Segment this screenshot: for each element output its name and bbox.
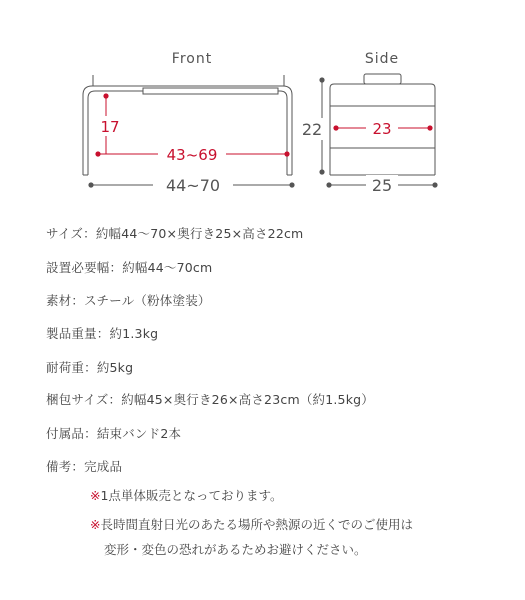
side-height-label: 22 (301, 120, 323, 139)
spec-label: サイズ： (46, 226, 96, 241)
side-height-dimension (298, 77, 328, 174)
spec-row-weight (46, 324, 158, 342)
front-outer-width-dimension (88, 175, 294, 195)
spec-row-required-width (46, 258, 212, 276)
note-mark: ※ (90, 517, 101, 532)
spec-row-package-size (46, 390, 374, 408)
spec-value: 約1.3kg (109, 326, 159, 341)
spec-row-accessories (46, 424, 181, 442)
side-view-title: Side (364, 51, 400, 67)
side-outer-depth-dimension (326, 175, 437, 195)
front-height-dimension (96, 93, 120, 154)
spec-label: 製品重量： (46, 326, 110, 341)
side-inner-depth-dimension (333, 118, 432, 138)
note-text: 長時間直射日光のあたる場所や熱源の近くでのご使用は (100, 517, 413, 532)
spec-value: 完成品 (84, 459, 123, 474)
note-single-unit (90, 486, 282, 504)
spec-label: 耐荷重： (46, 360, 97, 375)
spec-value: 約幅44～70cm (122, 260, 213, 275)
side-outer-depth-label: 25 (371, 176, 393, 195)
spec-label: 付属品： (46, 426, 97, 441)
front-view-title: Front (171, 51, 213, 67)
front-inner-width-label: 43~69 (166, 146, 218, 164)
spec-row-size (46, 224, 303, 242)
note-text: 1点単体販売となっております。 (100, 488, 283, 503)
dimension-diagram (0, 0, 525, 200)
spec-row-remarks (46, 457, 122, 475)
spec-value: 約幅45×奥行き26×高さ23cm（約1.5kg） (121, 392, 374, 407)
side-inner-depth-label: 23 (372, 120, 392, 138)
note-mark: ※ (90, 488, 101, 503)
spec-label: 備考： (46, 459, 85, 474)
note-text: 変形・変色の恐れがあるためお避けください。 (104, 542, 367, 557)
note-sunlight-warning (90, 515, 413, 533)
spec-label: 梱包サイズ： (46, 392, 122, 407)
spec-label: 素材： (46, 293, 85, 308)
front-height-label: 17 (100, 118, 120, 136)
spec-value: 約幅44～70×奥行き25×高さ22cm (95, 226, 304, 241)
spec-value: 約5kg (96, 360, 134, 375)
note-sunlight-warning-cont (104, 540, 367, 558)
front-inner-width-dimension (95, 144, 289, 164)
spec-value: スチール（粉体塗装） (84, 293, 211, 308)
spec-value: 結束バンド2本 (96, 426, 182, 441)
front-outer-width-label: 44~70 (165, 176, 221, 195)
spec-row-load-capacity (46, 358, 133, 376)
spec-row-material (46, 291, 211, 309)
spec-label: 設置必要幅： (46, 260, 123, 275)
